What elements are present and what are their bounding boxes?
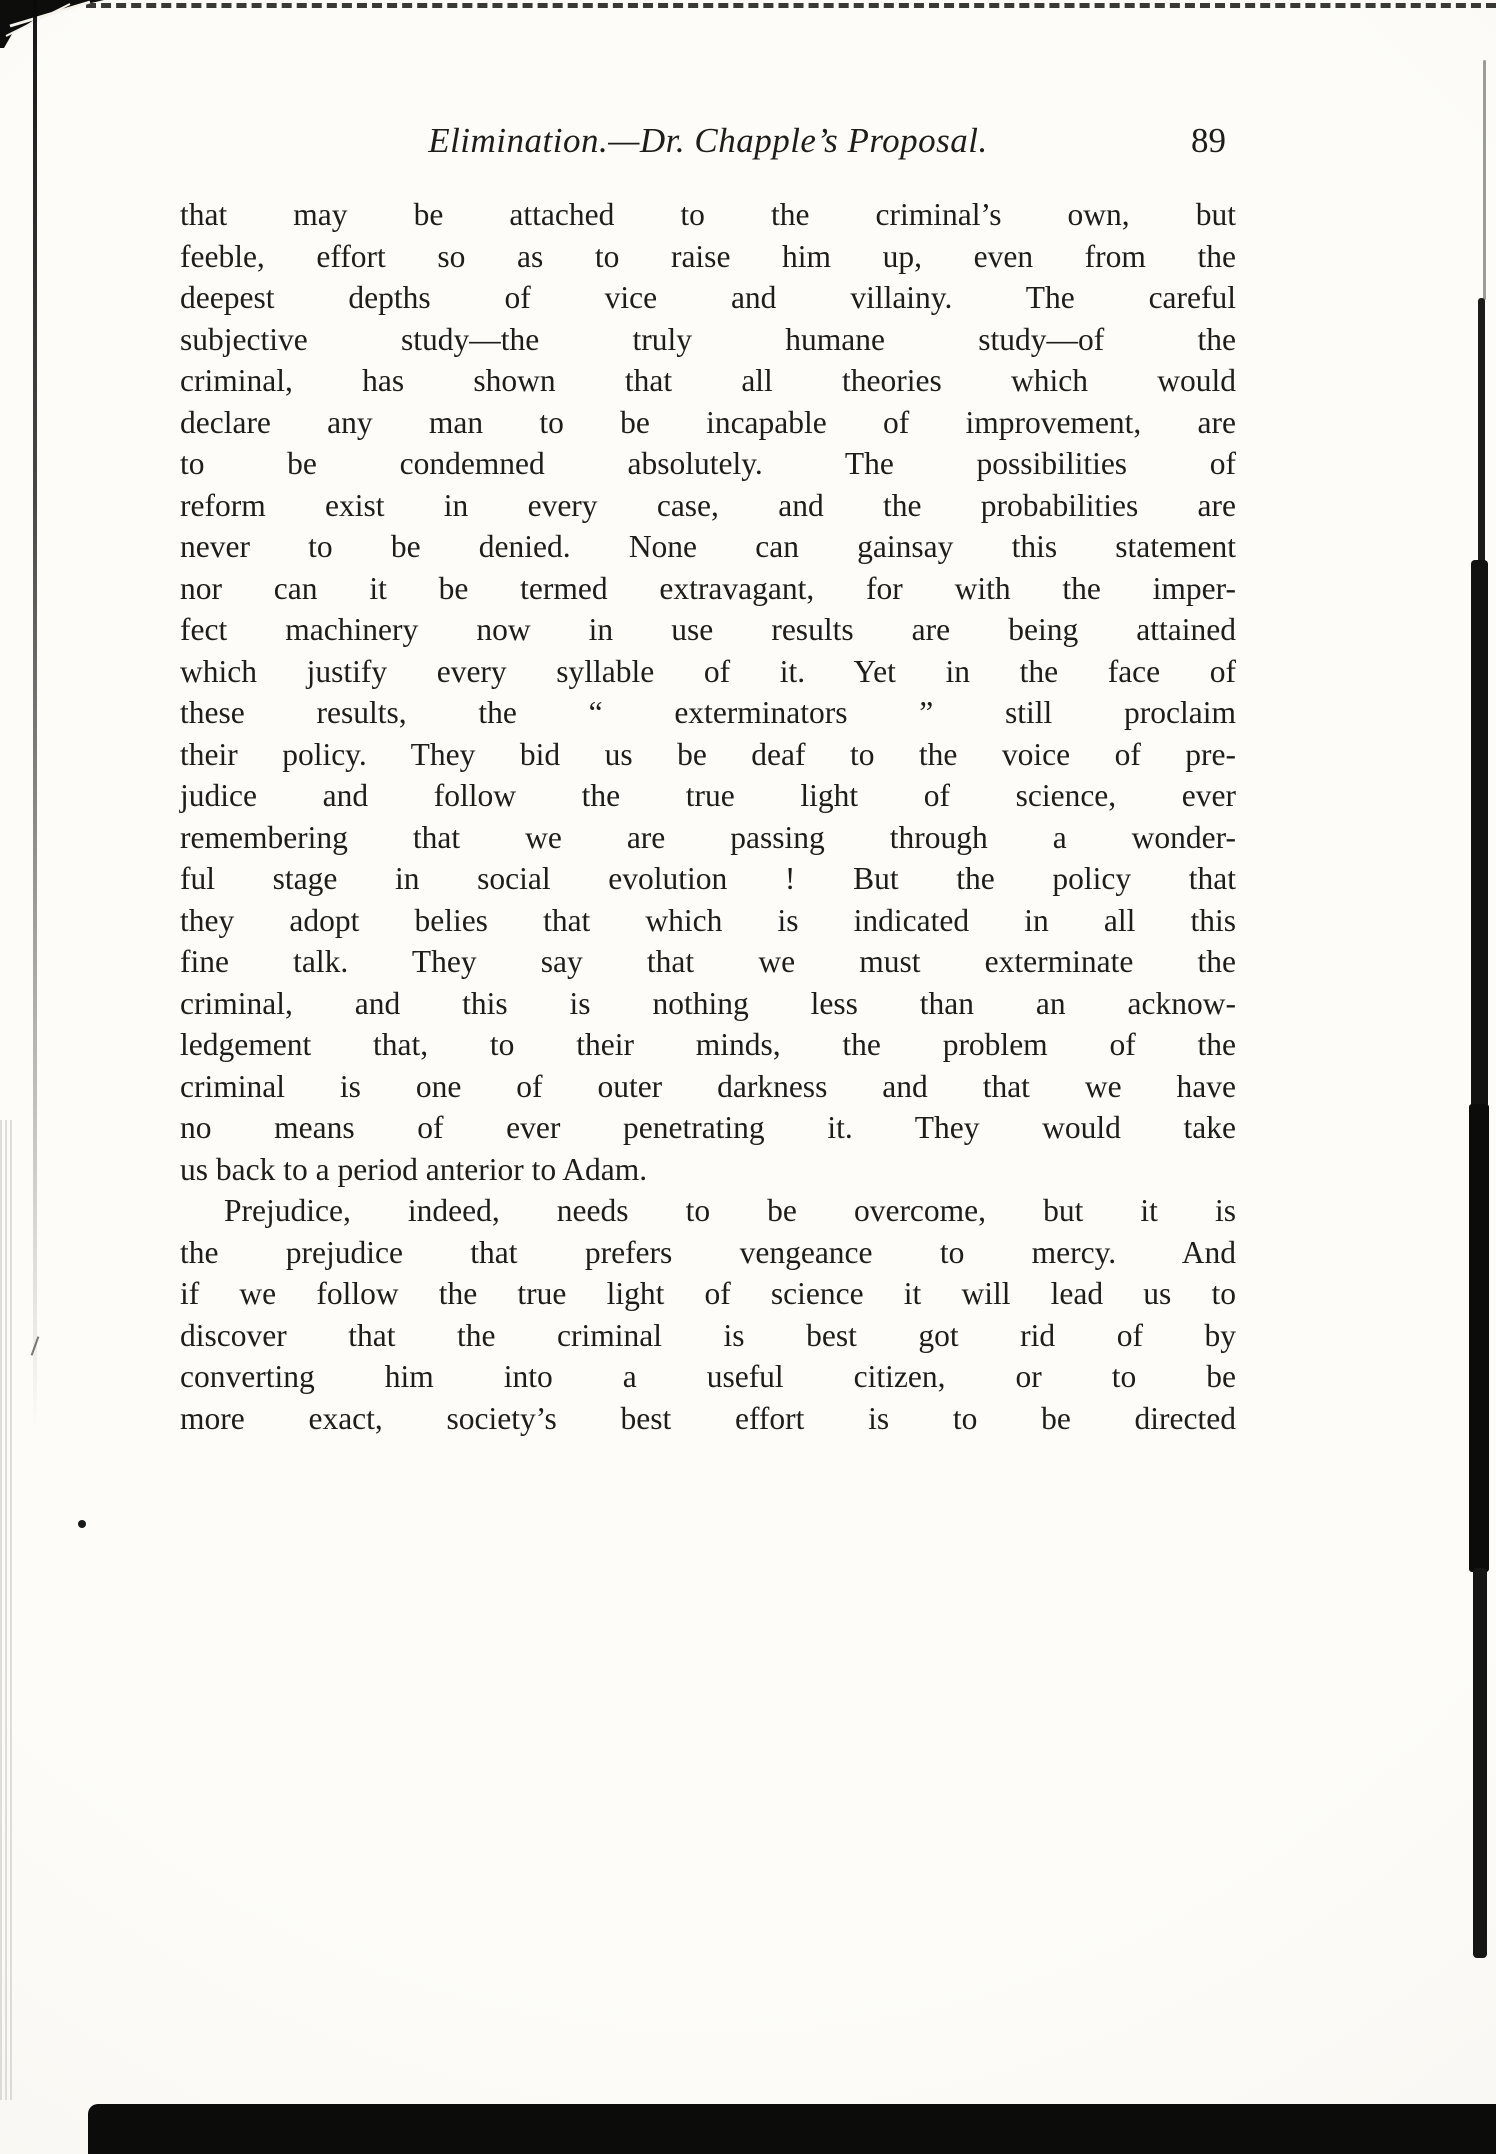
- text-line: declare any man to be incapable of improvement, are: [180, 404, 1236, 440]
- text-line: ledgement that, to their minds, the problem of the: [180, 1027, 1236, 1062]
- scan-artifact-right-edge-strip-4: [1473, 1568, 1487, 1958]
- page-content: [180, 116, 1236, 1439]
- text-line: discover that the criminal is best got rid of by: [180, 1317, 1236, 1353]
- text-line: criminal is one of outer darkness and that we have: [180, 1068, 1236, 1104]
- text-line: their policy. They bid us be deaf to the voice of pre-: [180, 736, 1236, 772]
- text-line: reform exist in every case, and the probabilities are: [180, 487, 1236, 523]
- text-line: more exact, society’s best effort is to be directed: [180, 1400, 1236, 1436]
- scan-artifact-ink-dot: [78, 1520, 86, 1528]
- paragraph: [180, 1190, 1236, 1439]
- text-line: fine talk. They say that we must exterminate the: [180, 944, 1236, 979]
- text-line: that may be attached to the criminal’s own, but: [180, 197, 1236, 232]
- text-line: these results, the “ exterminators ” still proclaim: [180, 695, 1236, 730]
- text-line: us back to a period anterior to Adam.: [180, 1151, 648, 1187]
- paragraph: [180, 194, 1236, 1190]
- scan-artifact-right-edge-strip-2: [1471, 560, 1488, 1108]
- text-line: no means of ever penetrating it. They would take: [180, 1110, 1236, 1145]
- text-line: fect machinery now in use results are being attained: [180, 612, 1236, 647]
- text-line: criminal, and this is nothing less than an acknow-: [180, 985, 1236, 1021]
- text-line: deepest depths of vice and villainy. The careful: [180, 280, 1236, 315]
- text-line: they adopt belies that which is indicated in all this: [180, 902, 1236, 938]
- text-line: if we follow the true light of science it will lead us to: [180, 1276, 1236, 1311]
- scan-artifact-binding-line: [33, 0, 37, 1430]
- running-title: Elimination.—Dr. Chapple’s Proposal.: [428, 121, 988, 160]
- text-line: never to be denied. None can gainsay this statement: [180, 529, 1236, 564]
- text-line: ful stage in social evolution ! But the policy that: [180, 861, 1236, 896]
- text-line: judice and follow the true light of science, ever: [180, 778, 1236, 813]
- page-number: 89: [1191, 121, 1226, 160]
- scan-artifact-corner-mark: [0, 0, 110, 50]
- text-line: feeble, effort so as to raise him up, even from the: [180, 238, 1236, 274]
- body-text: [180, 194, 1236, 1439]
- text-line: nor can it be termed extravagant, for with the imper-: [180, 570, 1236, 606]
- scan-artifact-right-edge-strip-0: [1483, 60, 1486, 300]
- text-line: criminal, has shown that all theories which would: [180, 363, 1236, 398]
- scan-artifact-bottom-bar: [88, 2104, 1496, 2154]
- page-header: [180, 116, 1236, 166]
- scan-artifact-right-edge-strip-1: [1478, 298, 1485, 564]
- text-line: Prejudice, indeed, needs to be overcome, but it is: [224, 1193, 1236, 1228]
- text-line: subjective study—the truly humane study—of the: [180, 321, 1236, 357]
- text-line: remembering that we are passing through a wonder-: [180, 819, 1236, 855]
- scan-artifact-left-edge-streaks: [0, 1120, 12, 2100]
- text-line: the prejudice that prefers vengeance to mercy. And: [180, 1234, 1236, 1270]
- scan-artifact-top-edge-dashes: [86, 3, 1496, 8]
- scan-artifact-right-edge-strip-3: [1469, 1104, 1489, 1572]
- text-line: which justify every syllable of it. Yet in the face of: [180, 653, 1236, 689]
- text-line: converting him into a useful citizen, or to be: [180, 1359, 1236, 1394]
- text-line: to be condemned absolutely. The possibilities of: [180, 446, 1236, 481]
